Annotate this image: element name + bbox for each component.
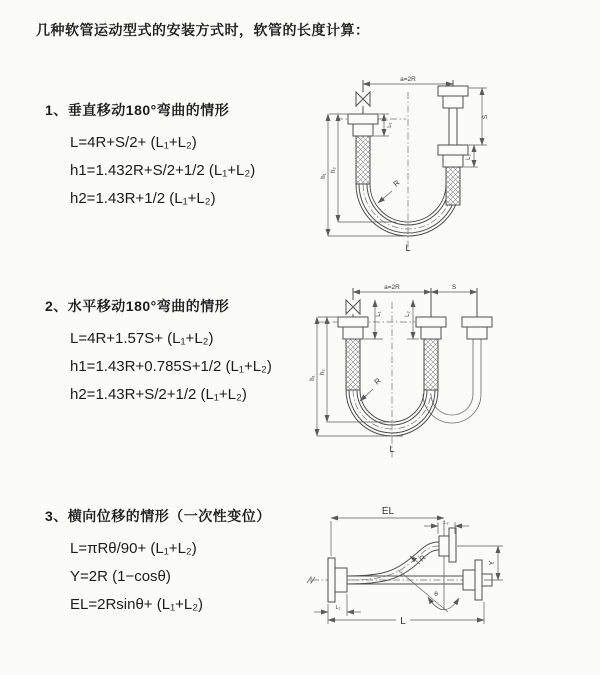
diagram-horizontal-bend [303, 282, 595, 468]
dimension-a2r [363, 76, 453, 84]
dimension-s [431, 284, 477, 292]
formula-line: Y=2R (1−cosθ) [70, 568, 171, 585]
section-lateral-displacement [45, 506, 271, 619]
dimension-l-total [328, 602, 484, 627]
formula-line: h1=1.432R+S/2+1/2 (L₁+L₂) [70, 162, 256, 179]
formula-line: h1=1.43R+0.785S+1/2 (L₁+L₂) [70, 358, 272, 375]
radius-callout [360, 376, 383, 401]
dim-label-h1: h₁ [321, 173, 327, 179]
dim-label-el: EL [381, 506, 395, 517]
dim-label-l-total: L [389, 444, 395, 454]
formula-line: EL=2Rsinθ+ (L₁+L₂) [70, 596, 204, 613]
dimension-el [331, 506, 444, 556]
dim-label-l2: L₂ [443, 520, 449, 526]
dim-label-h2: h₂ [320, 369, 326, 375]
left-pipe [348, 80, 378, 184]
valve-icon [346, 300, 360, 314]
valve-icon [356, 92, 370, 106]
dim-label-h2: h₂ [331, 167, 337, 173]
flange [416, 317, 446, 327]
braid-section [424, 339, 438, 390]
dim-label-l-total: L [405, 243, 411, 253]
dimension-l2 [424, 520, 469, 534]
flange [348, 114, 378, 124]
dim-label-h1: h₁ [310, 375, 316, 381]
dimension-s [469, 88, 489, 145]
dim-label-r: R [417, 553, 428, 564]
braid-section [446, 167, 460, 205]
upper-flange [439, 528, 456, 562]
flange [462, 317, 492, 327]
flange [443, 96, 463, 108]
page-title: 几种软管运动型式的安装方式时，软管的长度计算： [36, 22, 370, 38]
flange [443, 155, 463, 167]
section-3-formulas [70, 535, 271, 619]
diagram-lateral-displacement [298, 500, 600, 642]
section-horizontal-bend [45, 296, 272, 409]
flange [438, 86, 468, 96]
dim-label-s: S [451, 284, 457, 291]
angle-label-theta: θ [434, 591, 438, 598]
dim-label-l2: L₂ [466, 154, 472, 160]
formula-line: h2=1.43R+S/2+1/2 (L₁+L₂) [70, 386, 247, 403]
flange [467, 327, 487, 339]
braid-section [356, 136, 370, 184]
formula-line: L=4R+1.57S+ (L₁+L₂) [70, 330, 214, 347]
middle-pipe [416, 288, 446, 390]
section-1-heading: 1、垂直移动180°弯曲的情形 [45, 102, 230, 118]
formula-line: h2=1.43R+1/2 (L₁+L₂) [70, 190, 216, 207]
hose-straight [347, 576, 463, 584]
flange [438, 145, 468, 155]
dim-label-a2r: a=2R [384, 284, 400, 291]
dim-label-r: R [391, 178, 402, 189]
section-2-heading: 2、水平移动180°弯曲的情形 [45, 298, 230, 314]
formula-line: L=4R+S/2+ (L₁+L₂) [70, 134, 197, 151]
braid-section [346, 339, 360, 390]
left-pipe [338, 288, 368, 390]
hose-curved [347, 542, 439, 584]
radius-callout [378, 178, 402, 203]
dim-label-l1: L₁ [335, 605, 341, 611]
formula-line: L=πRθ/90+ (L₁+L₂) [70, 540, 197, 557]
dim-label-l1: L₁ [376, 311, 382, 317]
section-vertical-bend [45, 100, 255, 213]
dim-label-s: S [482, 114, 489, 120]
section-2-formulas [70, 325, 272, 409]
flange [343, 327, 363, 339]
flange [421, 327, 441, 339]
dim-label-l2: L₂ [405, 311, 411, 317]
dimension-l1 [314, 594, 361, 624]
section-3-heading: 3、横向位移的情形（一次性变位） [45, 508, 271, 524]
dimension-a2r [353, 284, 431, 292]
dim-label-l: L [400, 616, 406, 627]
dim-label-r: R [372, 376, 383, 387]
right-pipe [462, 288, 492, 339]
left-flange [328, 558, 347, 602]
flange [353, 124, 373, 136]
section-1-formulas [70, 129, 255, 213]
dim-label-y: Y [489, 560, 496, 566]
hose-centerline-curved [347, 546, 439, 580]
dim-label-a2r: a=2R [400, 76, 416, 83]
dim-label-l1: L₁ [387, 122, 393, 128]
flange [338, 317, 368, 327]
diagram-vertical-bend [308, 72, 588, 270]
right-pipe [438, 80, 468, 205]
